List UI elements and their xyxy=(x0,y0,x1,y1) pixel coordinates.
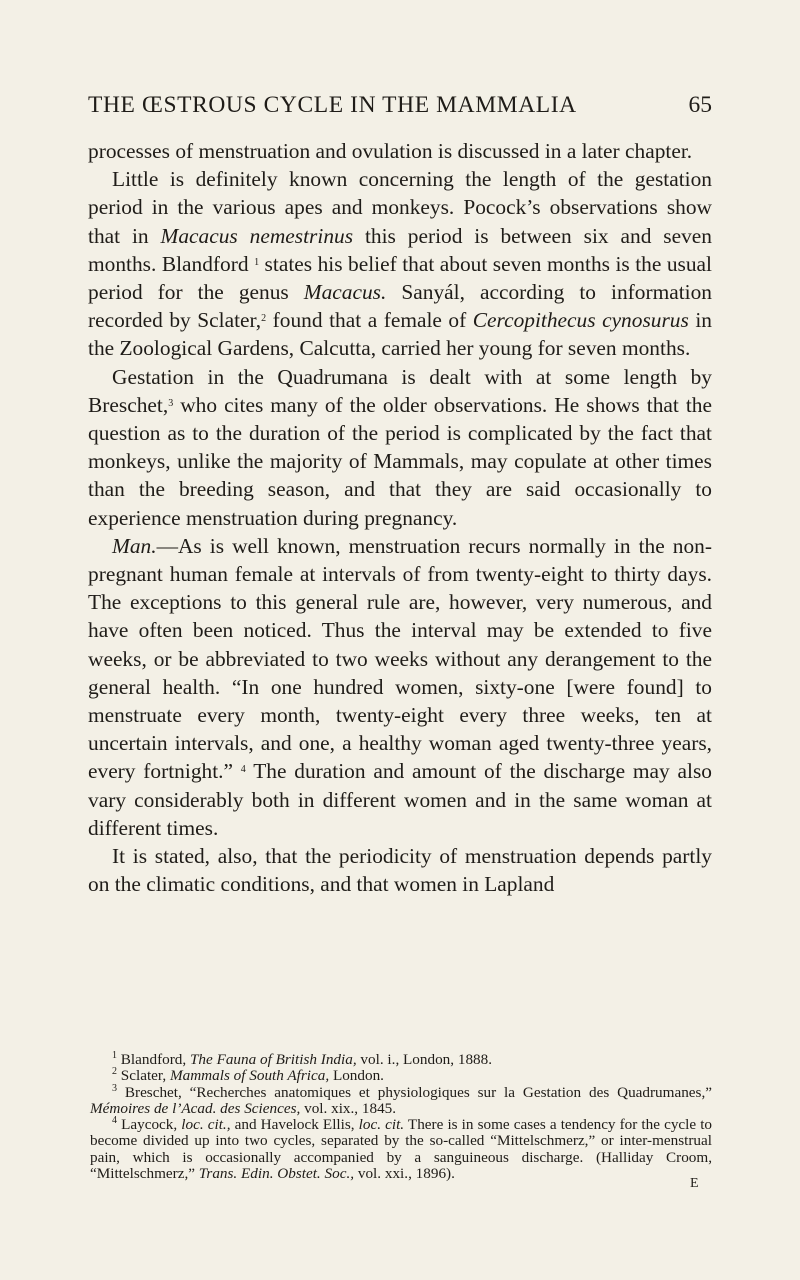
paragraph-gestation-apes xyxy=(88,165,712,362)
footnote-ref: 4 xyxy=(240,764,246,776)
footnote-ref: 2 xyxy=(261,313,267,325)
text-run: this period is between six and seven months. Blandford xyxy=(88,223,712,276)
text-run: vol. i., London, 1888. xyxy=(356,1051,493,1068)
body-text xyxy=(88,137,712,898)
paragraph-continuation xyxy=(88,137,712,165)
footnote-mark: 2 xyxy=(112,1066,117,1078)
text-run: Sclater, xyxy=(117,1067,170,1085)
citation-loc: loc. cit., xyxy=(181,1116,231,1134)
species-name: Cercopithecus cynosurus xyxy=(472,308,689,333)
footnote-ref: 1 xyxy=(254,256,260,268)
running-title: THE ŒSTROUS CYCLE IN THE MAMMALIA xyxy=(88,92,577,118)
citation-title: Trans. Edin. Obstet. Soc., xyxy=(198,1165,355,1183)
footnote-1 xyxy=(90,1052,712,1068)
signature-mark: E xyxy=(690,1176,699,1191)
footnote-ref: 3 xyxy=(168,397,174,409)
page-number: 65 xyxy=(688,92,712,118)
text-run: It is stated, also, that the periodicity of menstruation depends partly on the climatic conditions, and that women in Lapland xyxy=(88,844,712,897)
text-run: Little is definitely known concerning the length of the gestation period in the various apes and monkeys. Pocock’s observations show that in xyxy=(88,167,712,248)
text-run: vol. xix., 1845. xyxy=(300,1099,397,1117)
citation-title: Mammals of South Africa, xyxy=(169,1067,330,1085)
text-run: —As is well known, menstruation recurs normally in the non-pregnant human female at intervals of from twenty-eight to thirty days. The exceptions to this general rule are, however, very numerous, and have often been noticed. Thus the interval may be extended to five weeks, or be abbreviated to two weeks without any derangement to the general health. “In one hundred women, sixty-one [were found] to menstruate every month, twenty-eight every three weeks, ten at uncertain intervals, and one, a healthy woman aged twenty-three years, every fortnight.” xyxy=(88,533,712,784)
species-name: Macacus nemestrinus xyxy=(160,223,354,248)
text-run: There is in some cases a tendency for the cycle to become divided up into two cycles, separated by the so-called “Mittelschmerz,” or inter-menstrual pain, which is occasionally accompanied by a sanguineous discharge. (Halliday Croom, “Mittelschmerz,” xyxy=(90,1116,713,1183)
text-run: Blandford, xyxy=(117,1051,190,1068)
text-run: and Havelock Ellis, xyxy=(230,1116,359,1134)
text-run: vol. xxi., 1896). xyxy=(354,1165,455,1183)
text-run: Laycock, xyxy=(117,1116,182,1134)
paragraph-quadrumana xyxy=(88,363,712,532)
citation-title: The Fauna of British India, xyxy=(189,1051,357,1068)
paragraph-climate xyxy=(88,842,712,898)
footnotes xyxy=(90,1052,712,1182)
footnote-4 xyxy=(90,1117,712,1182)
paragraph-text: processes of menstruation and ovulation is discussed in a later chapter. xyxy=(88,139,693,163)
text-run: Breschet, “Recherches anatomiques et physiologiques sur la Gestation des Quadrumanes,” xyxy=(117,1083,712,1101)
text-run: London. xyxy=(329,1067,384,1085)
text-run: in the Zoological Gardens, Calcutta, carried her young for seven months. xyxy=(88,308,712,361)
footnote-mark: 4 xyxy=(112,1115,117,1127)
citation-title: Mémoires de l’Acad. des Sciences, xyxy=(90,1099,301,1117)
text-run: Sanyál, according to information recorded by Sclater, xyxy=(88,280,712,333)
running-head xyxy=(88,92,712,128)
text-run: found that a female of xyxy=(266,308,473,333)
footnote-mark: 3 xyxy=(112,1082,117,1094)
genus-name: Macacus. xyxy=(303,280,387,305)
citation-loc: loc. cit. xyxy=(358,1116,405,1134)
footnote-3 xyxy=(90,1082,712,1118)
footnote-2 xyxy=(90,1068,712,1084)
section-heading-man: Man. xyxy=(112,533,157,558)
text-run: Gestation in the Quadrumana is dealt with at some length by Breschet, xyxy=(88,364,712,417)
footnote-mark: 1 xyxy=(112,1050,117,1061)
text-run: The duration and amount of the discharge may also vary considerably both in different women and in the same woman at different times. xyxy=(88,759,712,840)
text-run: states his belief that about seven months is the usual period for the genus xyxy=(88,251,712,305)
paragraph-man xyxy=(88,532,712,842)
text-run: who cites many of the older observations. He shows that the question as to the duration of the period is complicated by the fact that monkeys, unlike the majority of Mammals, may copulate at other times than the breeding season, and that they are said occasionally to experience menstruation during pregnancy. xyxy=(88,392,712,530)
